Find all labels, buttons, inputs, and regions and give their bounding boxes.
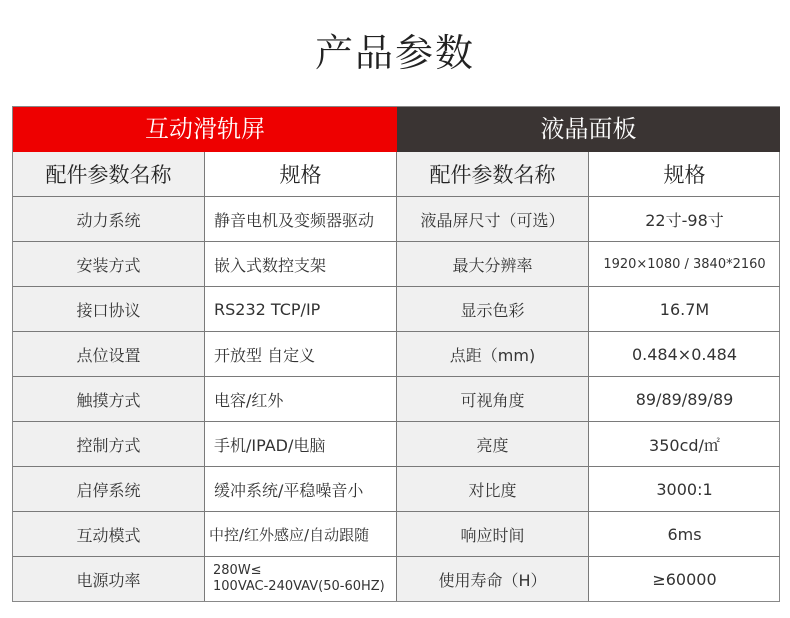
right-param-name: 亮度 (397, 422, 589, 467)
left-section-header: 互动滑轨屏 (13, 107, 397, 152)
right-param-spec: 16.7M (589, 287, 780, 332)
right-col-header-spec: 规格 (589, 152, 780, 197)
left-param-spec-power (205, 557, 397, 601)
left-param-name: 接口协议 (13, 287, 205, 332)
left-param-spec: 静音电机及变频器驱动 (205, 197, 397, 242)
left-col-header-spec: 规格 (205, 152, 397, 197)
left-param-spec: 开放型 自定义 (205, 332, 397, 377)
right-section-header: 液晶面板 (397, 107, 780, 152)
left-param-name: 安装方式 (13, 242, 205, 287)
left-param-spec: 中控/红外感应/自动跟随 (205, 512, 397, 557)
left-col-header-name: 配件参数名称 (13, 152, 205, 197)
right-col-header-name: 配件参数名称 (397, 152, 589, 197)
left-param-spec: 电容/红外 (205, 377, 397, 422)
left-param-name: 启停系统 (13, 467, 205, 512)
right-param-spec: ≥60000 (652, 569, 717, 589)
page-title: 产品参数 (314, 31, 475, 75)
power-spec-line-1: 280W≤ (213, 563, 262, 578)
left-param-spec: 嵌入式数控支架 (205, 242, 397, 287)
right-param-name: 使用寿命（H） (397, 557, 589, 601)
left-param-name: 动力系统 (13, 197, 205, 242)
left-param-name: 电源功率 (13, 557, 205, 601)
right-param-name: 对比度 (397, 467, 589, 512)
right-param-spec: 0.484×0.484 (589, 332, 780, 377)
right-param-name: 点距（mm) (397, 332, 589, 377)
left-param-name: 控制方式 (13, 422, 205, 467)
power-spec-line-2: 100VAC-240VAV(50-60HZ) (213, 579, 385, 594)
right-param-name: 可视角度 (397, 377, 589, 422)
right-param-spec: 89/89/89/89 (589, 377, 780, 422)
right-param-spec: 6ms (589, 512, 780, 557)
left-param-name: 触摸方式 (13, 377, 205, 422)
right-param-name: 液晶屏尺寸（可选） (397, 197, 589, 242)
left-param-name: 互动模式 (13, 512, 205, 557)
right-param-spec: 1920×1080 / 3840*2160 (589, 242, 780, 287)
right-param-spec: 22寸-98寸 (589, 197, 780, 242)
left-param-name: 点位设置 (13, 332, 205, 377)
right-param-name: 最大分辨率 (397, 242, 589, 287)
right-param-name: 显示色彩 (397, 287, 589, 332)
left-param-spec: 缓冲系统/平稳噪音小 (205, 467, 397, 512)
right-param-spec: 350cd/㎡ (589, 422, 780, 467)
left-param-spec: 手机/IPAD/电脑 (205, 422, 397, 467)
spec-table (12, 106, 780, 602)
right-param-name: 响应时间 (397, 512, 589, 557)
left-param-spec: RS232 TCP/IP (205, 287, 397, 332)
right-param-spec: 3000:1 (589, 467, 780, 512)
